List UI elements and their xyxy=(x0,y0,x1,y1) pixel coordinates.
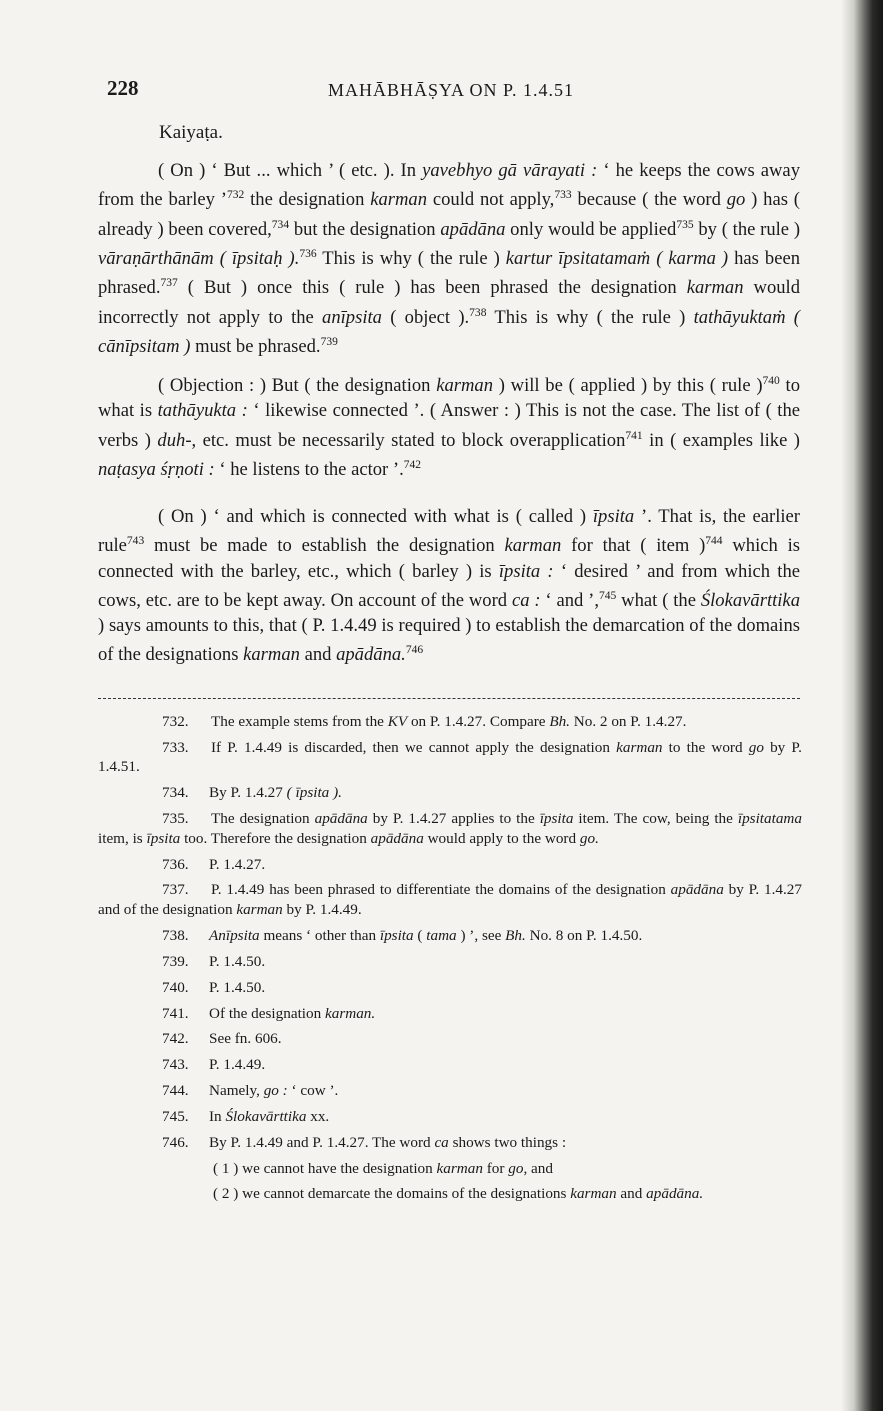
footnote-text: By P. 1.4.27 ( īpsita ). xyxy=(209,784,342,802)
footnote-ref: 736 xyxy=(299,247,317,260)
paragraph: ( On ) ‘ and which is connected with what is ( called ) īpsita ’. That is, the earlier rule$^{743}$ must be made to establish the designation karman for that ( item )$^{744}$ which is connected with the barley, etc., which ( barley ) is īpsita : ‘ desired ’ and from which the cows, etc. are to be kept away. On account of the word ca : ‘ and ’,$^{745}$ what ( the Ślokavārttika ) says amounts to this, that ( P. 1.4.49 is required ) to establish the demarcation of the domains of the designations karman and apādāna.$^{746}$ xyxy=(98,506,800,666)
italic-text: īpsita xyxy=(146,829,181,847)
italic-text: īpsita xyxy=(539,810,574,828)
footnote-number: 737. xyxy=(162,881,189,899)
footnote xyxy=(98,1029,802,1049)
italic-text: Anīpsita xyxy=(209,926,260,944)
footnote-number: 741. xyxy=(162,1004,189,1022)
italic-text: īpsita xyxy=(592,506,635,527)
italic-text: tathāyuktaṁ ( cānīpsitam ) xyxy=(98,306,800,358)
page-number: 228 xyxy=(107,76,139,100)
footnote-ref: 732 xyxy=(227,189,245,202)
paragraph: ( Objection : ) But ( the designation karman ) will be ( applied ) by this ( rule )$^{740}$ to what is tathāyukta : ‘ likewise connected ’. ( Answer : ) This is not the case. The list of ( the verbs ) duh-, etc. must be necessarily stated to block overapplication$^{741}$ in ( examples like ) naṭasya śṛṇoti : ‘ he listens to the actor ’.$^{742}$ xyxy=(98,375,801,481)
footnote-text: The example stems from the KV on P. 1.4.27. Compare Bh. No. 2 on P. 1.4.27. xyxy=(211,713,687,730)
italic-text: īpsita : xyxy=(498,560,554,582)
italic-text: ( īpsita ). xyxy=(286,784,342,802)
footnote xyxy=(98,952,802,972)
footnote xyxy=(98,926,802,946)
italic-text: Ślokavārttika xyxy=(225,1108,307,1126)
footnote xyxy=(98,880,802,919)
italic-text: naṭasya śṛṇoti : xyxy=(98,459,215,481)
italic-text: Bh. xyxy=(505,926,526,944)
footnote-number: 734. xyxy=(162,784,189,802)
italic-text: Ślokavārttika xyxy=(700,589,800,611)
footnote-subitem: ( 2 ) we cannot demarcate the domains of the designations karman and apādāna. xyxy=(213,1185,704,1203)
italic-text: duh- xyxy=(157,429,192,451)
footnote-ref: 744 xyxy=(705,535,723,548)
footnote-ref: 745 xyxy=(599,589,617,602)
italic-text: apādāna xyxy=(440,218,506,240)
footnote-text: P. 1.4.27. xyxy=(209,855,266,873)
footnote-subitem: ( 1 ) we cannot have the designation karman for go, and xyxy=(213,1159,553,1177)
italic-text: karman xyxy=(570,1185,617,1203)
footnote xyxy=(98,712,802,732)
italic-text: ca : xyxy=(511,589,541,611)
footnote-ref: 746 xyxy=(405,644,424,657)
footnote-number: 739. xyxy=(162,952,189,970)
italic-text: tathāyukta : xyxy=(157,400,248,422)
footnote-number: 745. xyxy=(162,1108,189,1126)
italic-text: go xyxy=(748,738,764,756)
footnote-number: 744. xyxy=(162,1082,189,1100)
italic-text: KV xyxy=(387,713,408,730)
italic-text: īpsita xyxy=(379,926,414,944)
footnote-text: By P. 1.4.49 and P. 1.4.27. The word ca shows two things : xyxy=(209,1133,567,1151)
italic-text: karman xyxy=(370,189,428,211)
footnote-ref: 741 xyxy=(625,429,643,442)
footnote xyxy=(98,1133,802,1153)
footnote-ref: 742 xyxy=(403,458,421,471)
footnote-text: P. 1.4.50. xyxy=(209,978,266,996)
footnote-ref: 738 xyxy=(469,306,487,319)
footnote-text: Anīpsita means ‘ other than īpsita ( tama ) ’, see Bh. No. 8 on P. 1.4.50. xyxy=(209,926,643,944)
italic-text: apādāna xyxy=(370,829,424,847)
italic-text: apādāna. xyxy=(646,1185,704,1203)
italic-text: tama xyxy=(426,926,457,944)
footnote-number: 740. xyxy=(162,978,189,996)
footnote-number: 735. xyxy=(162,810,189,828)
italic-text: karman. xyxy=(325,1004,376,1022)
italic-text: go : xyxy=(263,1082,288,1100)
italic-text: karman xyxy=(616,738,663,756)
footnote-number: 732. xyxy=(162,713,189,730)
running-title: MAHĀBHĀṢYA ON P. 1.4.51 xyxy=(328,80,575,100)
footnote-ref: 740 xyxy=(762,375,780,387)
italic-text: karman xyxy=(243,644,300,666)
footnote-ref: 735 xyxy=(676,218,694,231)
italic-text: go xyxy=(508,1159,524,1177)
footnote xyxy=(98,738,802,777)
footnote-text: Of the designation karman. xyxy=(209,1004,376,1022)
italic-text: apādāna xyxy=(670,881,724,899)
italic-text: Bh. xyxy=(549,713,570,730)
paragraph: ( On ) ‘ But ... which ’ ( etc. ). In yavebhyo gā vārayati : ‘ he keeps the cows away from the barley ’$^{732}$ the designation karman could not apply,$^{733}$ because ( the word go ) has ( already ) been covered,$^{734}$ but the designation apādāna only would be applied$^{735}$ by ( the rule ) vāraṇārthānām ( īpsitaḥ ).$^{736}$ This is why ( the rule ) kartur īpsitatamaṁ ( karma ) has been phrased.$^{737}$ ( But ) once this ( rule ) has been phrased the designation karman would incorrectly not apply to the anīpsita ( object ).$^{738}$ This is why ( the rule ) tathāyuktaṁ ( cānīpsitam ) must be phrased.$^{739}$ xyxy=(98,160,801,358)
footnotes xyxy=(98,712,802,1210)
footnote-ref: 737 xyxy=(160,277,178,290)
footnote-divider xyxy=(98,698,800,699)
italic-text: go xyxy=(726,189,746,211)
italic-text: karman xyxy=(686,277,744,299)
italic-text: kartur īpsitatamaṁ ( karma ) xyxy=(505,248,729,270)
italic-text: karman xyxy=(504,535,562,557)
italic-text: īpsitatama xyxy=(737,810,802,828)
footnote-ref: 734 xyxy=(271,218,290,231)
footnote xyxy=(98,1055,802,1075)
italic-text: go. xyxy=(579,829,599,847)
italic-text: karman xyxy=(236,900,283,918)
italic-text: karman xyxy=(436,375,493,397)
footnote-text: If P. 1.4.49 is discarded, then we cannot apply the designation karman to the word go by P. 1.4.51. xyxy=(98,738,802,776)
footnote xyxy=(98,1081,802,1101)
footnote xyxy=(98,855,802,875)
footnote-number: 743. xyxy=(162,1056,189,1074)
footnote-text: Namely, go : ‘ cow ’. xyxy=(209,1082,339,1100)
footnote xyxy=(98,1004,802,1024)
italic-text: apādāna. xyxy=(336,644,406,666)
footnote-ref: 739 xyxy=(320,336,338,349)
footnote-number: 736. xyxy=(162,855,189,873)
footnote-number: 738. xyxy=(162,926,189,944)
italic-text: anīpsita xyxy=(322,306,382,328)
footnote-text: In Ślokavārttika xx. xyxy=(209,1108,330,1126)
footnote-text: P. 1.4.50. xyxy=(209,952,266,970)
footnote xyxy=(98,978,802,998)
italic-text: ca xyxy=(434,1133,449,1151)
italic-text: apādāna xyxy=(314,810,368,828)
page-edge-shadow xyxy=(841,0,883,1411)
section-title: Kaiyaṭa. xyxy=(159,122,223,143)
italic-text: karman xyxy=(436,1159,483,1177)
footnote-ref: 733 xyxy=(554,189,572,202)
footnote-text: See fn. 606. xyxy=(209,1030,282,1048)
footnote-number: 733. xyxy=(162,738,189,756)
footnote xyxy=(98,1107,802,1127)
footnote-number: 746. xyxy=(162,1133,189,1151)
footnote-text: P. 1.4.49. xyxy=(209,1056,266,1074)
italic-text: vāraṇārthānām ( īpsitaḥ ). xyxy=(98,248,300,270)
footnote-ref: 743 xyxy=(126,535,145,548)
footnote xyxy=(98,783,802,803)
footnote-number: 742. xyxy=(162,1030,189,1048)
italic-text: yavebhyo gā vārayati : xyxy=(422,160,598,181)
footnote-text: The designation apādāna by P. 1.4.27 applies to the īpsita item. The cow, being the īpsitatama item, is īpsita too. Therefore the designation apādāna would apply to the word go. xyxy=(98,810,802,847)
footnote xyxy=(98,809,802,848)
footnote-text: P. 1.4.49 has been phrased to differentiate the domains of the designation apādāna by P. 1.4.27 and of the designation karman by P. 1.4.49. xyxy=(98,881,802,918)
